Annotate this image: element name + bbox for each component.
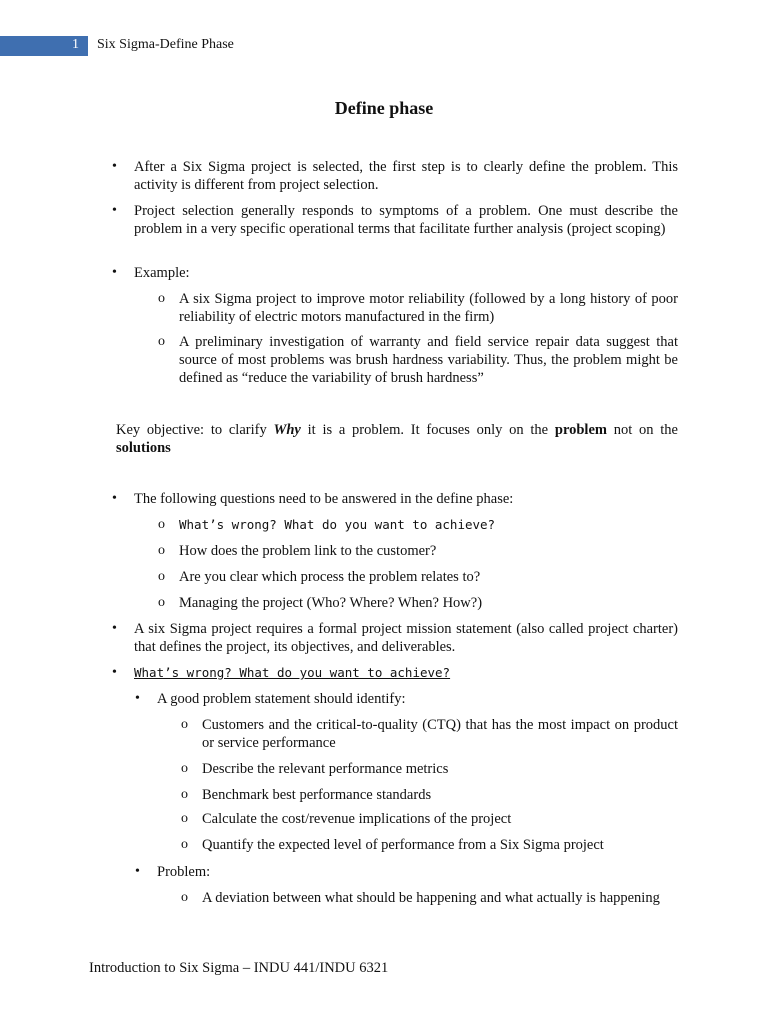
list-item: A six Sigma project to improve motor reliability (followed by a long history of poor reliability of electric motors manufactured in the firm) — [179, 291, 678, 325]
bullet-icon: • — [135, 691, 140, 706]
bullet-icon: • — [112, 665, 117, 680]
bullet-item: The following questions need to be answered in the define phase: — [134, 491, 514, 507]
list-item: A preliminary investigation of warranty and field service repair data suggest that source of most problems was brush hardness variability. Thus, the problem might be defined as “reduce the variability of brush hardness” — [179, 334, 678, 386]
sub-bullet-item: Problem: — [157, 864, 211, 880]
circle-bullet-icon: o — [181, 837, 188, 852]
bullet-item: Example: — [134, 265, 190, 281]
list-item: Calculate the cost/revenue implications of the project — [202, 811, 512, 827]
sub-bullet-item: A good problem statement should identify: — [157, 691, 406, 707]
circle-bullet-icon: o — [158, 543, 165, 558]
key-objective: Key objective: to clarify Why it is a problem. It focuses only on the problem not on the solutions — [116, 422, 678, 456]
circle-bullet-icon: o — [158, 595, 165, 610]
circle-bullet-icon: o — [181, 787, 188, 802]
circle-bullet-icon: o — [158, 569, 165, 584]
circle-bullet-icon: o — [181, 717, 188, 732]
circle-bullet-icon: o — [181, 890, 188, 905]
document-title: Define phase — [334, 98, 434, 118]
bullet-item: Project selection generally responds to symptoms of a problem. One must describe the problem in a very specific operational terms that facilitate further analysis (project scoping) — [134, 203, 678, 237]
list-item: Customers and the critical-to-quality (CTQ) that has the most impact on product or service performance — [202, 717, 678, 751]
list-item: Are you clear which process the problem relates to? — [179, 569, 481, 585]
circle-bullet-icon: o — [158, 517, 165, 532]
bullet-item: After a Six Sigma project is selected, the first step is to clearly define the problem. This activity is different from project selection. — [134, 159, 678, 193]
list-item: What’s wrong? What do you want to achieve? — [179, 517, 496, 532]
bullet-item: A six Sigma project requires a formal project mission statement (also called project charter) that defines the project, its objectives, and deliverables. — [134, 621, 678, 655]
bullet-item: What’s wrong? What do you want to achieve? — [134, 665, 451, 680]
page-header — [0, 36, 768, 56]
circle-bullet-icon: o — [181, 761, 188, 776]
list-item: Benchmark best performance standards — [202, 787, 432, 803]
list-item: Describe the relevant performance metrics — [202, 761, 449, 777]
circle-bullet-icon: o — [181, 811, 188, 826]
circle-bullet-icon: o — [158, 334, 165, 349]
list-item: A deviation between what should be happening and what actually is happening — [202, 890, 660, 906]
header-title: Six Sigma-Define Phase — [97, 37, 234, 52]
bullet-icon: • — [112, 621, 117, 636]
list-item: Quantify the expected level of performance from a Six Sigma project — [202, 837, 604, 853]
bullet-icon: • — [112, 491, 117, 506]
page-footer: Introduction to Six Sigma – INDU 441/INDU 6321 — [89, 960, 389, 976]
list-item: Managing the project (Who? Where? When? How?) — [179, 595, 483, 611]
bullet-icon: • — [135, 864, 140, 879]
bullet-icon: • — [112, 159, 117, 174]
bullet-icon: • — [112, 203, 117, 218]
bullet-icon: • — [112, 265, 117, 280]
list-item: How does the problem link to the customer? — [179, 543, 437, 559]
circle-bullet-icon: o — [158, 291, 165, 306]
page-number: 1 — [72, 37, 79, 52]
